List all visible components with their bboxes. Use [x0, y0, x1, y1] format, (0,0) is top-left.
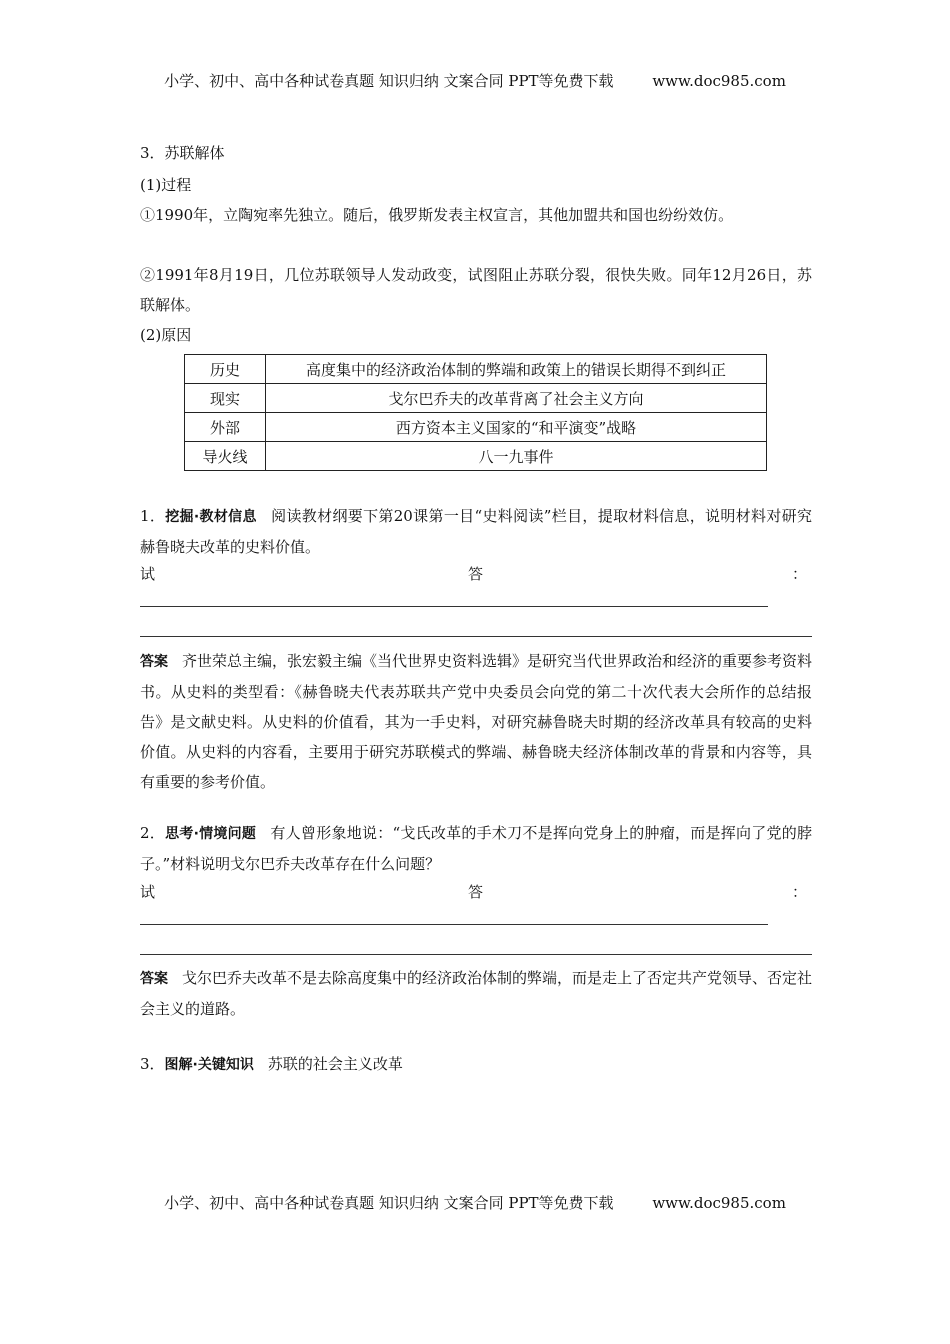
question-2-answer-line-2[interactable]	[140, 954, 812, 955]
reasons-row	[185, 413, 767, 442]
reasons-value-cell: 西方资本主义国家的“和平演变”战略	[266, 413, 767, 442]
reasons-table	[184, 354, 767, 471]
reasons-row	[185, 384, 767, 413]
question-2	[140, 818, 812, 879]
process-item-2: ②1991年8月19日，几位苏联领导人发动政变，试图阻止苏联分裂，很快失败。同年12月26日，苏联解体。	[140, 266, 812, 314]
question-1-answer	[140, 646, 812, 797]
question-2-answer-text: 戈尔巴乔夫改革不是去除高度集中的经济政治体制的弊端，而是走上了否定共产党领导、否定社会主义的道路。	[140, 969, 813, 1018]
reasons-value-cell: 高度集中的经济政治体制的弊端和政策上的错误长期得不到纠正	[266, 355, 767, 384]
question-2-tag: 思考·情境问题	[165, 826, 257, 842]
page-header	[0, 70, 950, 91]
question-1	[140, 501, 812, 562]
question-2-number: 2．	[140, 824, 166, 842]
question-3-tag: 图解·关键知识	[164, 1057, 254, 1073]
try-char-1: 试	[140, 883, 156, 901]
process-item-1: ①1990年，立陶宛率先独立。随后，俄罗斯发表主权宣言，其他加盟共和国也纷纷效仿。	[140, 206, 734, 224]
reasons-key-cell: 历史	[185, 355, 266, 384]
question-2-answer-line-1[interactable]	[140, 924, 768, 925]
reasons-value-cell: 戈尔巴乔夫的改革背离了社会主义方向	[266, 384, 767, 413]
question-2-text: 有人曾形象地说：“戈氏改革的手术刀不是挥向党身上的肿瘤，而是挥向了党的脖子。”材料说明戈尔巴乔夫改革存在什么问题？	[140, 824, 812, 873]
process-label: (1)过程	[140, 176, 192, 194]
question-1-answer-line-2[interactable]	[140, 636, 812, 637]
try-char-2: 答	[468, 565, 484, 583]
header-text: 小学、初中、高中各种试卷真题 知识归纳 文案合同 PPT等免费下载	[164, 72, 614, 90]
question-3-text: 苏联的社会主义改革	[267, 1055, 403, 1073]
question-2-try-answer-row	[140, 881, 812, 901]
reason-label: (2)原因	[140, 326, 192, 344]
try-char-3: ：	[792, 565, 808, 583]
reasons-row	[185, 355, 767, 384]
footer-site: www.doc985.com	[652, 1194, 786, 1212]
section-title: 3．苏联解体	[140, 144, 225, 162]
reasons-key-cell: 现实	[185, 384, 266, 413]
reasons-key-cell: 导火线	[185, 442, 266, 471]
reasons-key-cell: 外部	[185, 413, 266, 442]
try-char-1: 试	[140, 565, 156, 583]
reasons-value-cell: 八一九事件	[266, 442, 767, 471]
question-2-answer-label: 答案	[140, 971, 168, 987]
question-2-answer	[140, 963, 812, 1024]
question-1-answer-label: 答案	[140, 654, 168, 670]
question-3	[140, 1054, 403, 1075]
question-1-answer-text: 齐世荣总主编，张宏毅主编《当代世界史资料选辑》是研究当代世界政治和经济的重要参考资料书。从史料的类型看：《赫鲁晓夫代表苏联共产党中央委员会向党的第二十次代表大会所作的总结报告》是文献史料。从史料的价值看，其为一手史料，对研究赫鲁晓夫时期的经济改革具有较高的史料价值。从史料的内容看，主要用于研究苏联模式的弊端、赫鲁晓夫经济体制改革的背景和内容等，具有重要的参考价值。	[140, 652, 813, 791]
reasons-row	[185, 442, 767, 471]
question-1-try-answer-row	[140, 563, 812, 583]
question-1-number: 1．	[140, 507, 166, 525]
header-site: www.doc985.com	[652, 72, 786, 90]
question-1-tag: 挖掘·教材信息	[165, 509, 257, 525]
footer-text: 小学、初中、高中各种试卷真题 知识归纳 文案合同 PPT等免费下载	[164, 1194, 614, 1212]
question-1-text: 阅读教材纲要下第20课第一目“史料阅读”栏目，提取材料信息，说明材料对研究赫鲁晓夫改革的史料价值。	[140, 507, 812, 556]
try-char-2: 答	[468, 883, 484, 901]
question-3-number: 3．	[140, 1055, 165, 1073]
question-1-answer-line-1[interactable]	[140, 606, 768, 607]
try-char-3: ：	[792, 883, 808, 901]
page-footer	[0, 1192, 950, 1213]
